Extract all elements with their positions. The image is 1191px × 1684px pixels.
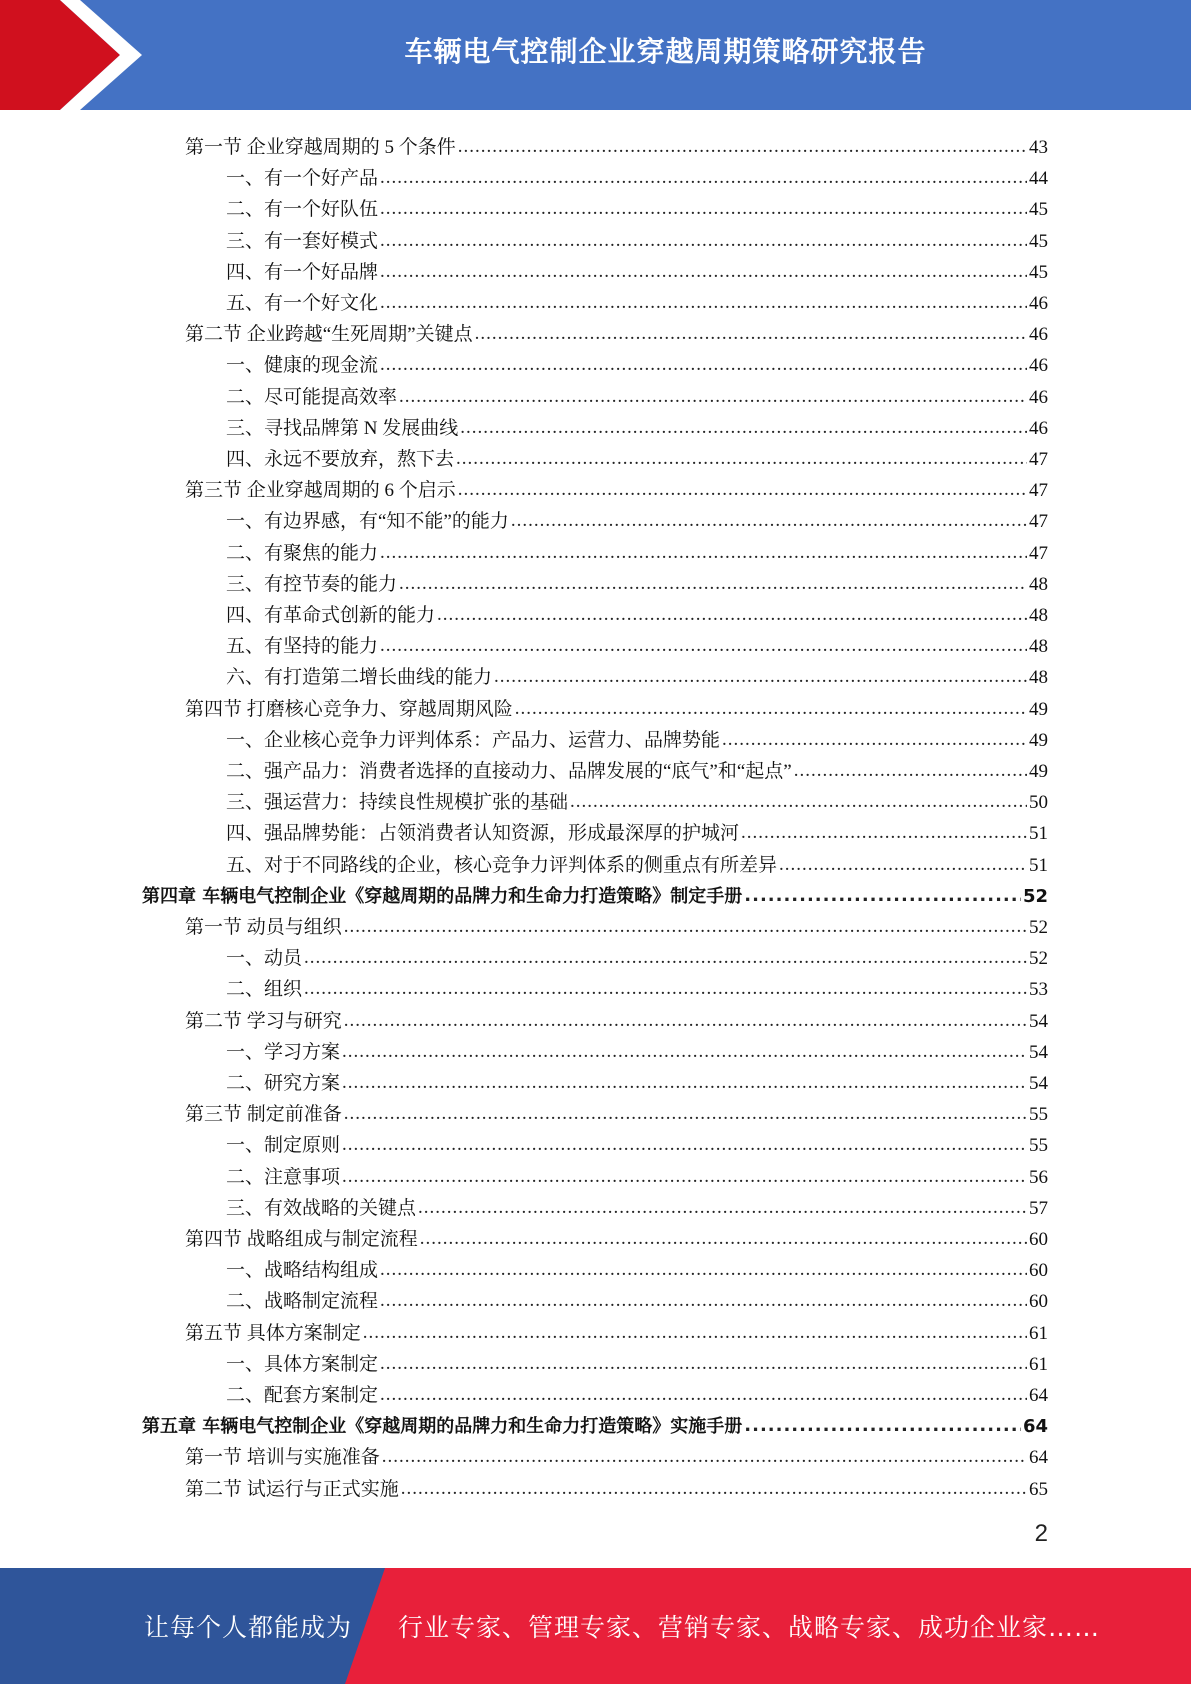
toc-entry[interactable] [226, 534, 1048, 565]
toc-dot-leader [722, 729, 1027, 751]
toc-entry-page: 48 [1029, 605, 1048, 626]
toc-entry[interactable] [226, 378, 1048, 409]
toc-dot-leader [456, 448, 1027, 470]
toc-dot-leader [344, 916, 1027, 938]
toc-entry[interactable] [226, 596, 1048, 627]
toc-entry-label: 第一节 动员与组织 [185, 917, 342, 938]
toc-dot-leader [779, 854, 1027, 876]
toc-entry[interactable] [226, 565, 1048, 596]
toc-entry-page: 65 [1029, 1478, 1048, 1500]
toc-entry[interactable] [185, 1095, 1048, 1126]
page-footer [0, 1568, 1191, 1684]
toc-entry[interactable] [226, 1251, 1048, 1282]
toc-entry-page: 56 [1029, 1166, 1048, 1188]
toc-entry-page: 46 [1029, 355, 1048, 377]
toc-dot-leader [458, 136, 1027, 158]
toc-entry-page: 48 [1029, 636, 1048, 658]
page-header [0, 0, 1191, 110]
toc-entry[interactable] [185, 1470, 1048, 1501]
toc-entry[interactable] [226, 253, 1048, 284]
toc-dot-leader [744, 1415, 1021, 1437]
toc-entry-page: 44 [1029, 168, 1048, 190]
toc-dot-leader [344, 1103, 1027, 1125]
toc-dot-leader [380, 1353, 1027, 1375]
toc-dot-leader [380, 198, 1027, 220]
toc-entry-label: 第四节 战略组成与制定流程 [185, 1229, 418, 1250]
toc-dot-leader [342, 1041, 1027, 1063]
toc-entry-page: 57 [1029, 1197, 1048, 1219]
toc-entry[interactable] [226, 502, 1048, 533]
toc-entry[interactable] [226, 1158, 1048, 1189]
toc-entry-label: 三、有控节奏的能力 [226, 573, 398, 595]
toc-entry-label: 四、有革命式创新的能力 [226, 605, 436, 626]
toc-dot-leader [460, 417, 1027, 439]
toc-dot-leader [380, 167, 1027, 189]
toc-entry[interactable] [226, 222, 1048, 253]
toc-dot-leader [380, 261, 1027, 283]
toc-dot-leader [382, 1446, 1027, 1468]
toc-entry-page: 46 [1029, 386, 1048, 408]
toc-entry-page: 48 [1029, 573, 1048, 595]
toc-dot-leader [399, 573, 1027, 595]
toc-entry-label: 二、组织 [226, 979, 303, 1001]
toc-entry-page: 46 [1029, 417, 1048, 439]
toc-entry[interactable] [185, 1220, 1048, 1251]
toc-entry-page: 55 [1029, 1104, 1048, 1126]
toc-entry-label: 一、有一个好产品 [226, 168, 379, 190]
toc-entry[interactable] [185, 690, 1048, 721]
toc-entry-page: 54 [1029, 1010, 1048, 1032]
red-chevron-icon [0, 0, 160, 110]
toc-entry-page: 49 [1029, 761, 1048, 782]
toc-dot-leader [304, 947, 1027, 969]
toc-entry[interactable] [226, 846, 1048, 877]
toc-entry[interactable] [185, 471, 1048, 502]
toc-entry-label: 五、对于不同路线的企业，核心竞争力评判体系的侧重点有所差异 [226, 854, 778, 876]
toc-entry-label: 六、有打造第二增长曲线的能力 [226, 667, 493, 689]
toc-entry-page: 46 [1029, 293, 1048, 314]
toc-entry-label: 四、有一个好品牌 [226, 261, 379, 283]
toc-entry-page: 60 [1029, 1229, 1048, 1250]
toc-dot-leader [363, 1322, 1027, 1344]
toc-entry-label: 二、注意事项 [226, 1166, 341, 1188]
toc-dot-leader [437, 604, 1027, 626]
toc-entry-label: 第三节 企业穿越周期的 6 个启示 [185, 480, 456, 502]
toc-entry-page: 64 [1029, 1385, 1048, 1406]
toc-entry-label: 三、强运营力：持续良性规模扩张的基础 [226, 792, 569, 814]
toc-dot-leader [304, 978, 1027, 1000]
toc-entry-label: 四、永远不要放弃，熬下去 [226, 449, 455, 470]
toc-entry-page: 47 [1029, 480, 1048, 502]
toc-entry-page: 61 [1029, 1353, 1048, 1375]
report-title: 车辆电气控制企业穿越周期策略研究报告 [404, 35, 927, 68]
toc-dot-leader [741, 822, 1027, 844]
toc-entry-page: 51 [1029, 854, 1048, 876]
toc-entry[interactable] [226, 1189, 1048, 1220]
toc-dot-leader [570, 791, 1027, 813]
toc-entry-page: 47 [1029, 542, 1048, 564]
toc-entry-label: 一、企业核心竞争力评判体系：产品力、运营力、品牌势能 [226, 729, 721, 751]
toc-dot-leader [511, 510, 1027, 532]
toc-entry-page: 64 [1029, 1447, 1048, 1469]
toc-entry[interactable] [226, 939, 1048, 970]
toc-entry[interactable] [226, 1064, 1048, 1095]
toc-entry-page: 52 [1022, 885, 1048, 907]
toc-entry-page: 54 [1029, 1073, 1048, 1094]
toc-entry-page: 45 [1029, 261, 1048, 283]
toc-entry-label: 一、有边界感，有“知不能”的能力 [226, 511, 509, 533]
toc-entry-label: 第五章 车辆电气控制企业《穿越周期的品牌力和生命力打造策略》实施手册 [142, 1416, 743, 1438]
toc-entry-page: 52 [1029, 917, 1048, 938]
toc-dot-leader [401, 1478, 1027, 1500]
toc-entry[interactable] [142, 1407, 1048, 1438]
toc-dot-leader [794, 760, 1027, 782]
toc-dot-leader [342, 1166, 1027, 1188]
toc-entry-page: 48 [1029, 667, 1048, 689]
toc-dot-leader [380, 292, 1027, 314]
toc-entry-page: 45 [1029, 230, 1048, 252]
toc-entry[interactable] [226, 1033, 1048, 1064]
toc-entry[interactable] [226, 284, 1048, 315]
toc-entry-page: 47 [1029, 449, 1048, 470]
toc-entry-page: 49 [1029, 729, 1048, 751]
toc-entry-label: 一、动员 [226, 948, 303, 970]
toc-entry-label: 第五节 具体方案制定 [185, 1322, 361, 1344]
toc-entry-page: 45 [1029, 199, 1048, 221]
toc-entry-label: 四、强品牌势能：占领消费者认知资源，形成最深厚的护城河 [226, 823, 740, 845]
toc-entry-label: 一、具体方案制定 [226, 1353, 379, 1375]
toc-dot-leader [344, 1010, 1027, 1032]
toc-entry-label: 第四章 车辆电气控制企业《穿越周期的品牌力和生命力打造策略》制定手册 [142, 885, 743, 907]
toc-entry-label: 二、研究方案 [226, 1073, 341, 1094]
toc-entry[interactable] [226, 159, 1048, 190]
toc-entry-label: 三、有一套好模式 [226, 230, 379, 252]
toc-entry-label: 五、有坚持的能力 [226, 636, 379, 658]
toc-dot-leader [418, 1197, 1027, 1219]
toc-entry-page: 55 [1029, 1135, 1048, 1157]
toc-dot-leader [380, 1290, 1027, 1312]
toc-entry-page: 64 [1022, 1416, 1048, 1438]
toc-entry-page: 49 [1029, 698, 1048, 720]
toc-dot-leader [744, 885, 1021, 907]
toc-dot-leader [380, 635, 1027, 657]
toc-entry[interactable] [185, 1002, 1048, 1033]
toc-entry[interactable] [226, 627, 1048, 658]
toc-entry-label: 第一节 企业穿越周期的 5 个条件 [185, 137, 456, 158]
toc-entry-label: 二、有聚焦的能力 [226, 542, 379, 564]
toc-entry[interactable] [226, 658, 1048, 689]
toc-entry-page: 53 [1029, 979, 1048, 1001]
toc-entry-page: 60 [1029, 1291, 1048, 1313]
footer-slogan-right: 行业专家、管理专家、营销专家、战略专家、成功企业家…… [398, 1613, 1101, 1642]
toc-entry-page: 52 [1029, 948, 1048, 970]
toc-entry[interactable] [185, 315, 1048, 346]
toc-dot-leader [380, 1384, 1027, 1406]
toc-entry-label: 第二节 试运行与正式实施 [185, 1478, 399, 1500]
toc-dot-leader [475, 323, 1027, 345]
toc-entry-page: 47 [1029, 511, 1048, 533]
toc-entry-label: 一、健康的现金流 [226, 355, 379, 377]
toc-entry-page: 43 [1029, 137, 1048, 158]
toc-dot-leader [515, 698, 1027, 720]
toc-entry[interactable] [226, 440, 1048, 471]
toc-entry[interactable] [226, 1126, 1048, 1157]
toc-dot-leader [399, 386, 1027, 408]
toc-entry[interactable] [226, 409, 1048, 440]
toc-dot-leader [380, 354, 1027, 376]
toc-entry-label: 第四节 打磨核心竞争力、穿越周期风险 [185, 698, 513, 720]
toc-dot-leader [380, 542, 1027, 564]
toc-entry[interactable] [226, 752, 1048, 783]
toc-entry-label: 三、有效战略的关键点 [226, 1197, 417, 1219]
toc-entry-page: 46 [1029, 324, 1048, 346]
toc-entry-page: 54 [1029, 1041, 1048, 1063]
toc-entry[interactable] [185, 1438, 1048, 1469]
toc-entry-label: 二、配套方案制定 [226, 1385, 379, 1406]
toc-entry[interactable] [226, 346, 1048, 377]
toc-dot-leader [342, 1134, 1027, 1156]
toc-entry[interactable] [185, 908, 1048, 939]
toc-entry[interactable] [226, 1282, 1048, 1313]
toc-dot-leader [342, 1072, 1027, 1094]
toc-entry-label: 一、学习方案 [226, 1041, 341, 1063]
toc-entry[interactable] [226, 721, 1048, 752]
toc-entry-label: 五、有一个好文化 [226, 293, 379, 314]
toc-entry-label: 二、有一个好队伍 [226, 199, 379, 221]
toc-entry[interactable] [226, 814, 1048, 845]
footer-slogan-left: 让每个人都能成为 [144, 1613, 353, 1642]
toc-dot-leader [494, 666, 1027, 688]
toc-entry[interactable] [226, 190, 1048, 221]
toc-dot-leader [420, 1228, 1027, 1250]
toc-entry[interactable] [142, 877, 1048, 908]
toc-entry-label: 第三节 制定前准备 [185, 1104, 342, 1126]
page-number: 2 [1034, 1520, 1048, 1547]
toc-entry[interactable] [226, 1376, 1048, 1407]
toc-entry[interactable] [185, 1314, 1048, 1345]
toc-entry-page: 60 [1029, 1260, 1048, 1282]
toc-entry-label: 二、战略制定流程 [226, 1291, 379, 1313]
toc-entry[interactable] [185, 128, 1048, 159]
toc-entry-label: 三、寻找品牌第 N 发展曲线 [226, 417, 459, 439]
toc-entry-label: 一、制定原则 [226, 1135, 341, 1157]
toc-dot-leader [380, 230, 1027, 252]
toc-entry-label: 第二节 学习与研究 [185, 1010, 342, 1032]
toc-entry-label: 第一节 培训与实施准备 [185, 1447, 380, 1469]
toc-dot-leader [458, 479, 1027, 501]
toc-entry-label: 一、战略结构组成 [226, 1260, 379, 1282]
toc-entry-page: 61 [1029, 1322, 1048, 1344]
toc-entry[interactable] [226, 783, 1048, 814]
toc-entry-label: 二、尽可能提高效率 [226, 386, 398, 408]
toc-entry[interactable] [226, 970, 1048, 1001]
toc-dot-leader [380, 1259, 1027, 1281]
toc-entry-page: 50 [1029, 792, 1048, 814]
toc-entry[interactable] [226, 1345, 1048, 1376]
toc-entry-label: 二、强产品力：消费者选择的直接动力、品牌发展的“底气”和“起点” [226, 761, 792, 782]
toc-entry-label: 第二节 企业跨越“生死周期”关键点 [185, 324, 473, 346]
toc-entry-page: 51 [1029, 823, 1048, 845]
